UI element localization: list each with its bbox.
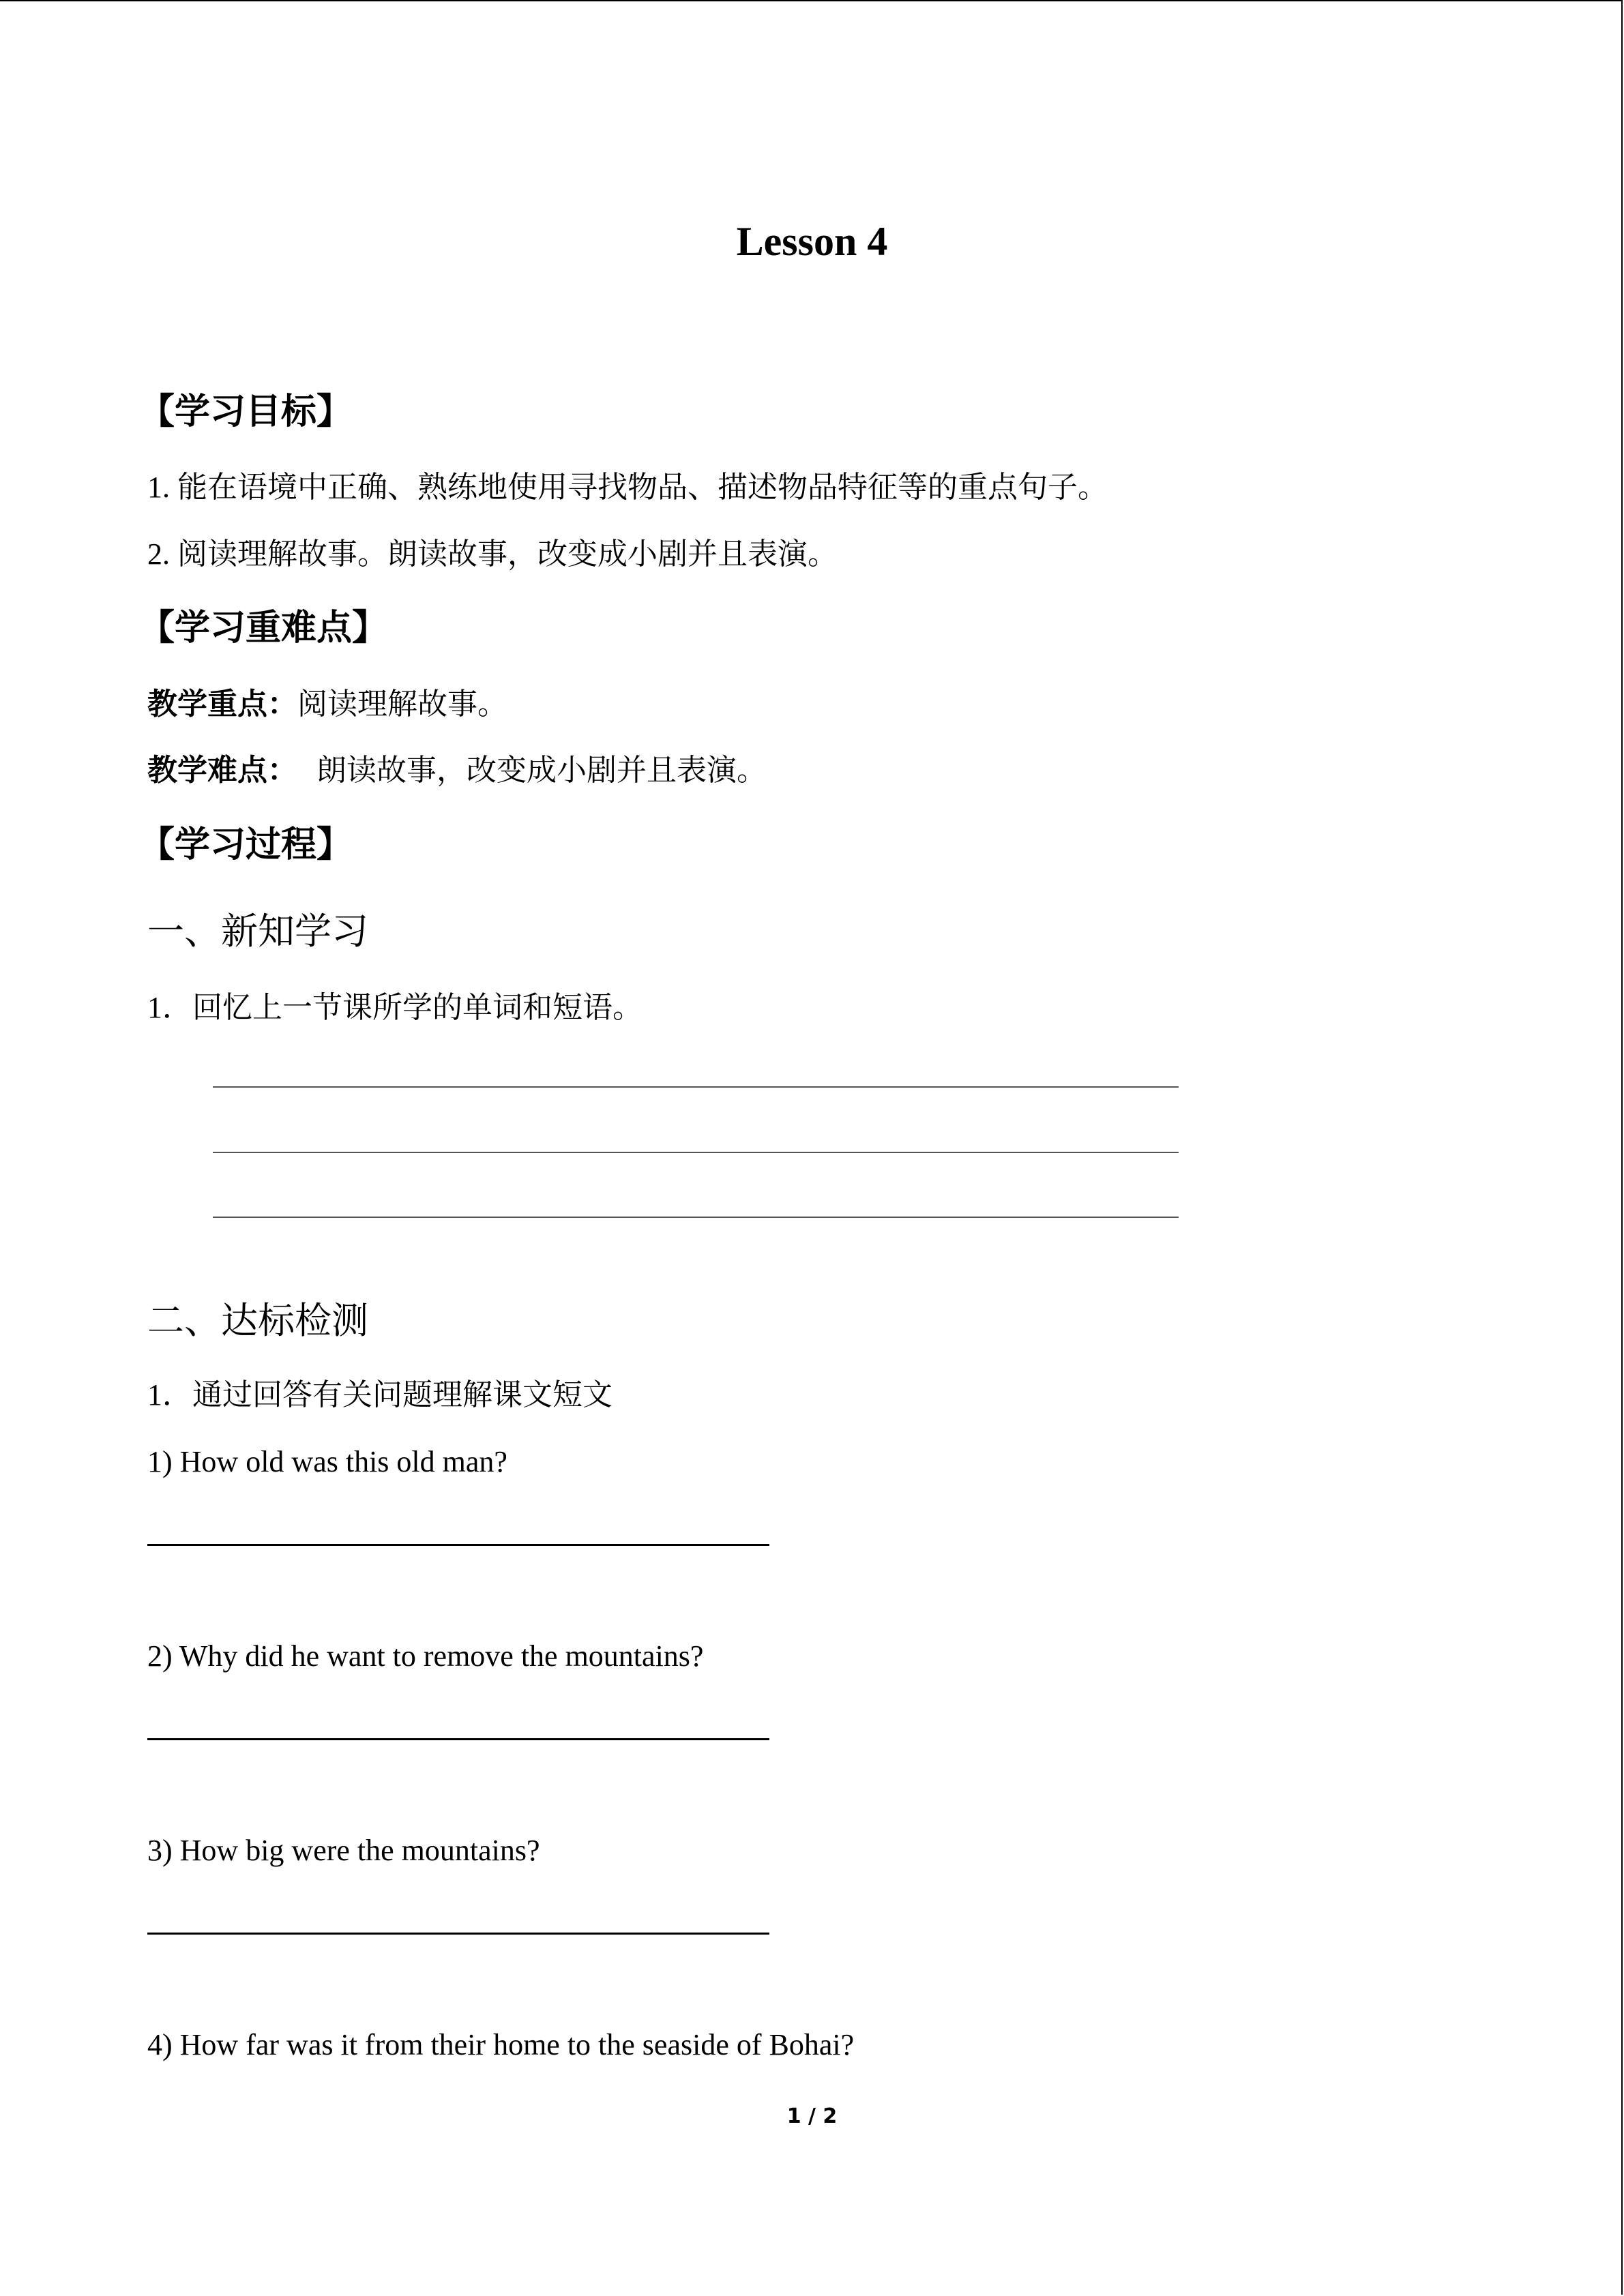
answer-line-2[interactable] (147, 1738, 769, 1740)
question-3: 3) How big were the mountains? (147, 1834, 540, 1867)
teaching-focus-line (147, 685, 507, 724)
question-2: 2) Why did he want to remove the mountains? (147, 1639, 704, 1673)
teaching-difficulty-line (147, 751, 767, 790)
answer-line-1[interactable] (147, 1544, 769, 1546)
objective-item-1: 1. 能在语境中正确、熟练地使用寻找物品、描述物品特征等的重点句子。 (147, 471, 1108, 504)
question-4: 4) How far was it from their home to the seaside of Bohai? (147, 2028, 855, 2061)
objectives-heading: 【学习目标】 (139, 393, 353, 432)
teaching-focus-label: 教学重点： (147, 687, 297, 721)
part2-heading: 二、达标检测 (147, 1300, 368, 1341)
part2-item-1: 1．通过回答有关问题理解课文短文 (147, 1378, 612, 1412)
process-heading: 【学习过程】 (139, 826, 353, 865)
writing-line-3[interactable] (213, 1217, 1179, 1218)
question-1: 1) How old was this old man? (147, 1445, 507, 1478)
page-title: Lesson 4 (736, 219, 888, 264)
writing-line-1[interactable] (213, 1086, 1179, 1088)
part1-item-1: 1．回忆上一节课所学的单词和短语。 (147, 991, 643, 1024)
answer-line-3[interactable] (147, 1933, 769, 1935)
teaching-difficulty-label: 教学难点： (147, 754, 297, 787)
writing-line-2[interactable] (213, 1152, 1179, 1153)
teaching-difficulty-text: 朗读故事，改变成小剧并且表演。 (316, 754, 767, 787)
teaching-focus-text: 阅读理解故事。 (297, 687, 507, 721)
key-points-heading: 【学习重难点】 (139, 609, 388, 648)
part1-heading: 一、新知学习 (147, 911, 368, 952)
page-number: 1 / 2 (786, 2104, 838, 2128)
objective-item-2: 2. 阅读理解故事。朗读故事，改变成小剧并且表演。 (147, 537, 838, 571)
